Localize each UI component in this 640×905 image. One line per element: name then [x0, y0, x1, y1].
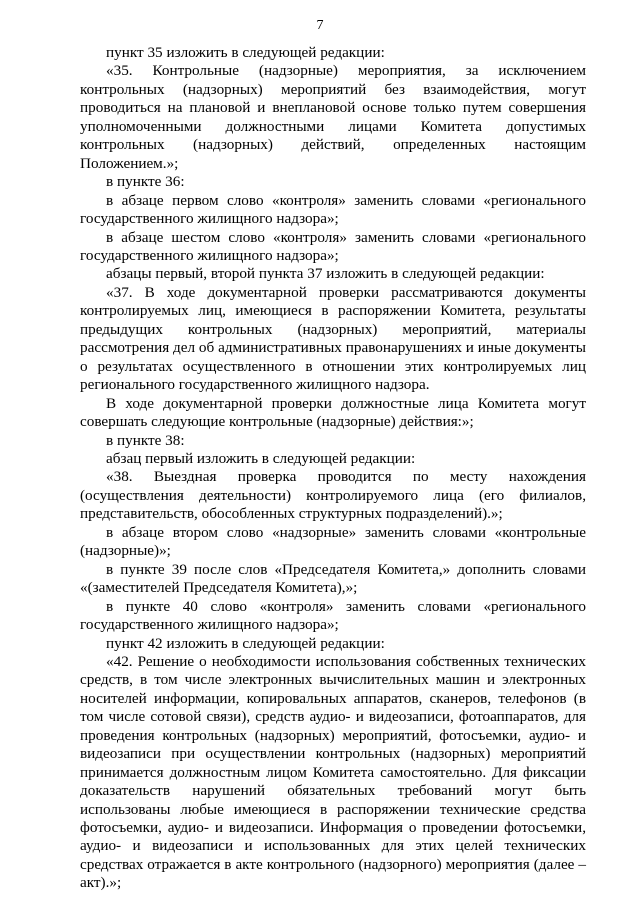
paragraph-point-38-second-abzac: в абзаце втором слово «надзорные» заменить словами «контрольные (надзорные)»; [80, 523, 586, 560]
paragraph-point-35-text: «35. Контрольные (надзорные) мероприятия, за исключением контрольных (надзорных) мероприятий без взаимодействия, могут проводиться на плановой и внеплановой основе только путем совершения уполномоченными должностными лицами Комитета допустимых контрольных (надзорных) действий, определенных настоящим Положением.»; [80, 62, 586, 172]
paragraph-point-37-second-abzac: В ходе документарной проверки должностные лица Комитета могут совершать следующие контрольные (надзорные) действия:»; [80, 394, 586, 431]
paragraph-point-35-intro: пункт 35 изложить в следующей редакции: [106, 44, 385, 61]
paragraph-point-36-intro: в пункте 36: [106, 173, 185, 191]
paragraph-point-36-first-abzac: в абзаце первом слово «контроля» заменить словами «регионального государственного жилищного надзора»; [80, 191, 586, 228]
document-body [80, 44, 586, 893]
paragraph-point-36-sixth-abzac: в абзаце шестом слово «контроля» заменить словами «регионального государственного жилищного надзора»; [80, 228, 586, 264]
paragraph-point-37-intro: абзацы первый, второй пункта 37 изложить в следующей редакции: [106, 265, 545, 283]
paragraph-point-42-intro: пункт 42 изложить в следующей редакции: [106, 634, 385, 652]
paragraph-point-38-text: «38. Выездная проверка проводится по месту нахождения (осуществления деятельности) контролируемого лица (его филиалов, представительств, обособленных структурных подразделений).»; [80, 468, 586, 523]
paragraph-point-37-text: «37. В ходе документарной проверки рассматриваются документы контролируемых лиц, имеющиеся в распоряжении Комитета, результаты предыдущих контрольных (надзорных) мероприятий, материалы рассмотрения дел об административных правонарушениях и иные документы о результатах осуществленного в отношении этих контролируемых лиц регионального государственного жилищного надзора. [80, 283, 586, 394]
paragraph-point-38-first-abzac-intro: абзац первый изложить в следующей редакции: [106, 449, 416, 467]
paragraph-point-42-text: «42. Решение о необходимости использования собственных технических средств, в том числе электронных вычислительных машин и электронных носителей информации, копировальных аппаратов, сканеров, телефонов (в том числе сотовой связи), средств аудио- и видеозаписи, фотоаппаратов, для проведения контрольных (надзорных) мероприятий, фотосъемки, аудио- и видеозаписи при осуществлении контрольных (надзорных) мероприятий принимается должностным лицом Комитета самостоятельно. Для фиксации доказательств нарушений обязательных требований могут быть использованы любые имеющиеся в распоряжении технические средства фотосъемки, аудио- и видеозаписи. Информация о проведении фотосъемки, аудио- и видеозаписи и использованных для этих целей технических средствах отражается в акте контрольного (надзорного) мероприятия (далее – акт).»; [80, 652, 586, 892]
paragraph-point-38-intro: в пункте 38: [106, 431, 185, 449]
page-number: 7 [316, 18, 324, 33]
paragraph-point-40: в пункте 40 слово «контроля» заменить словами «регионального государственного жилищного надзора»; [80, 597, 586, 634]
paragraph-point-39: в пункте 39 после слов «Председателя Комитета,» дополнить словами «(заместителей Председателя Комитета),»; [80, 560, 586, 597]
